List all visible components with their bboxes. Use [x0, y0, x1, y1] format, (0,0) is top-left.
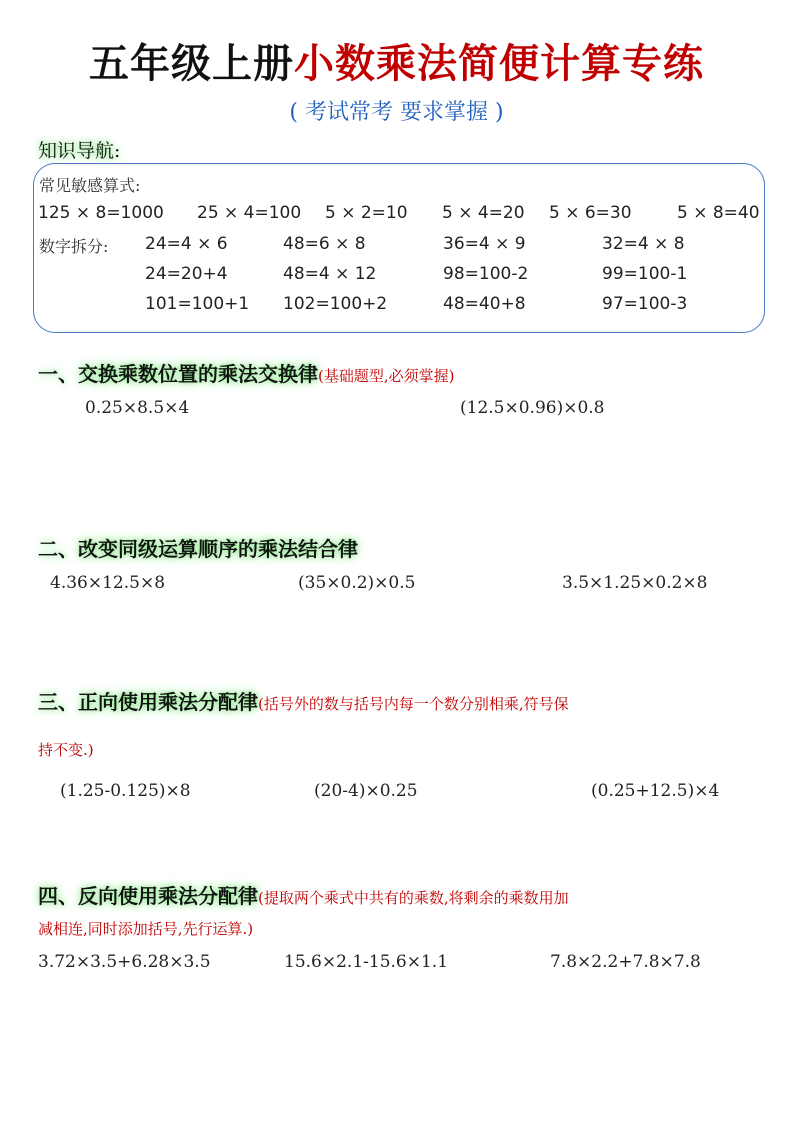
section-note-continued: 持不变.) — [38, 741, 94, 759]
split-formula: 102=100+2 — [283, 294, 388, 314]
title-part-grade: 五年级上册 — [89, 41, 294, 87]
section-note-continued: 减相连,同时添加括号,先行运算.) — [38, 920, 254, 938]
common-formula: 125 × 8=1000 — [38, 203, 164, 223]
exercise: 15.6×2.1-15.6×1.1 — [284, 952, 449, 972]
split-formula: 24=4 × 6 — [145, 234, 228, 254]
exercise: (12.5×0.96)×0.8 — [460, 398, 605, 418]
exercise: (20-4)×0.25 — [314, 781, 418, 801]
exercise: 3.72×3.5+6.28×3.5 — [38, 952, 211, 972]
exercise: 7.8×2.2+7.8×7.8 — [550, 952, 701, 972]
common-formula: 25 × 4=100 — [197, 203, 302, 223]
section-heading — [38, 533, 358, 562]
section-heading — [38, 880, 569, 909]
exercise: 0.25×8.5×4 — [85, 398, 190, 418]
section-heading-text: 二、改变同级运算顺序的乘法结合律 — [38, 537, 358, 561]
number-split-label: 数字拆分: — [39, 237, 109, 256]
common-formula: 5 × 2=10 — [325, 203, 408, 223]
common-formula: 5 × 6=30 — [549, 203, 632, 223]
split-formula: 36=4 × 9 — [443, 234, 526, 254]
section-note: (括号外的数与括号内每一个数分别相乘,符号保 — [258, 695, 569, 713]
section-note: (提取两个乘式中共有的乘数,将剩余的乘数用加 — [258, 889, 569, 907]
split-formula: 101=100+1 — [145, 294, 250, 314]
exercise: (1.25-0.125)×8 — [60, 781, 191, 801]
common-formula: 5 × 4=20 — [442, 203, 525, 223]
split-formula: 32=4 × 8 — [602, 234, 685, 254]
exercise: (35×0.2)×0.5 — [298, 573, 416, 593]
section-heading — [38, 358, 454, 387]
common-formulas-label: 常见敏感算式: — [39, 176, 141, 195]
page-title — [0, 38, 793, 90]
title-part-topic: 小数乘法简便计算专练 — [294, 41, 704, 87]
section-heading-text: 四、反向使用乘法分配律 — [38, 884, 258, 908]
section-heading — [38, 686, 569, 715]
split-formula: 97=100-3 — [602, 294, 688, 314]
split-formula: 48=40+8 — [443, 294, 526, 314]
exercise: 3.5×1.25×0.2×8 — [562, 573, 708, 593]
split-formula: 48=6 × 8 — [283, 234, 366, 254]
knowledge-nav-label: 知识导航: — [38, 140, 121, 162]
exercise: (0.25+12.5)×4 — [591, 781, 720, 801]
split-formula: 24=20+4 — [145, 264, 228, 284]
exercise: 4.36×12.5×8 — [50, 573, 166, 593]
split-formula: 99=100-1 — [602, 264, 688, 284]
split-formula: 98=100-2 — [443, 264, 529, 284]
split-formula: 48=4 × 12 — [283, 264, 377, 284]
page-subtitle: ( 考试常考 要求掌握 ) — [289, 100, 504, 125]
section-heading-text: 三、正向使用乘法分配律 — [38, 690, 258, 714]
common-formula: 5 × 8=40 — [677, 203, 760, 223]
section-heading-text: 一、交换乘数位置的乘法交换律 — [38, 362, 318, 386]
section-note: (基础题型,必须掌握) — [318, 367, 455, 385]
